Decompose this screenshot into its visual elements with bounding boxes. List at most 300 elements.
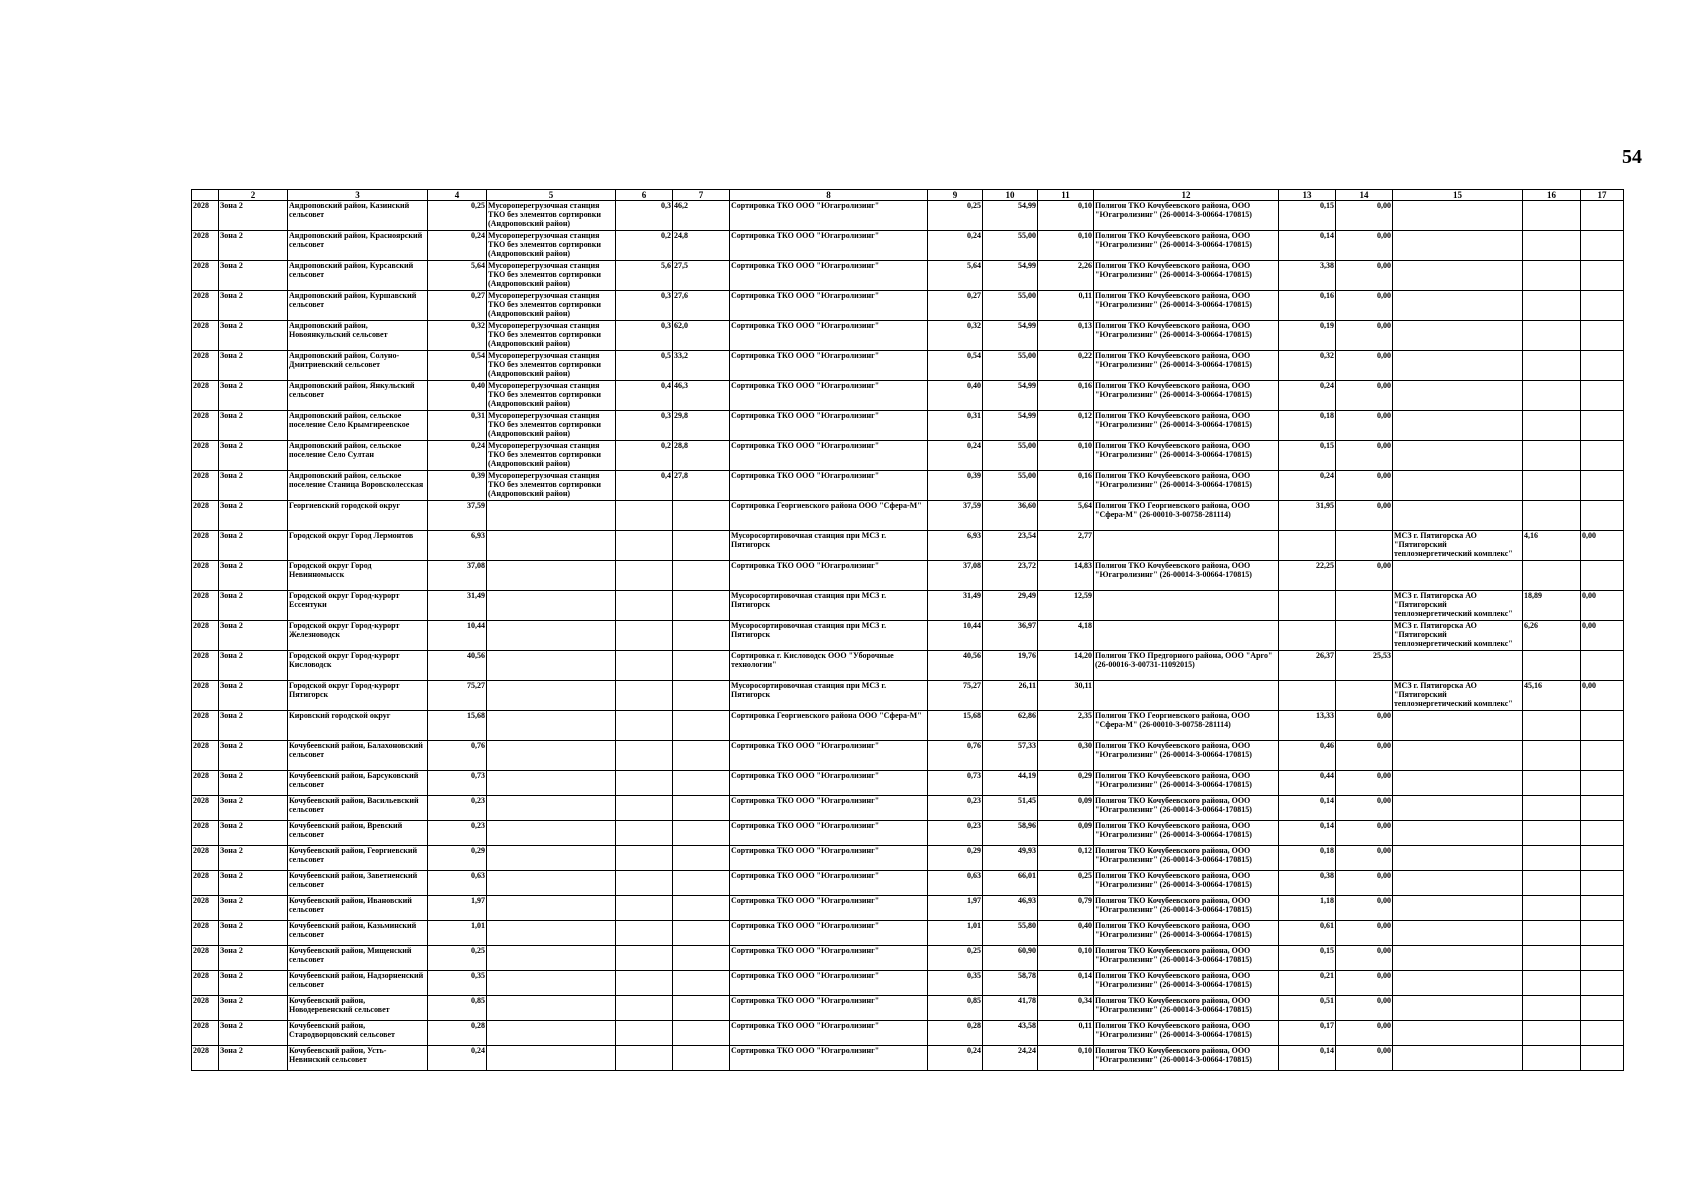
table-cell-col-3: Андроповский район, Солуно-Дмитриевский сельсовет — [288, 351, 428, 381]
table-cell-col-4: 0,54 — [428, 351, 487, 381]
table-cell-col-6 — [616, 846, 673, 871]
table-cell-col-5 — [487, 771, 616, 796]
table-row — [192, 591, 1624, 621]
table-cell-col-5: Мусороперегрузочная станция ТКО без элементов сортировки (Андроповский район) — [487, 381, 616, 411]
table-cell-col-8: Сортировка ТКО ООО "Югагролизинг" — [730, 796, 928, 821]
table-cell-col-1: 2028 — [192, 996, 219, 1021]
table-cell-col-13: 0,15 — [1279, 946, 1336, 971]
table-cell-col-17 — [1581, 291, 1624, 321]
table-cell-col-16 — [1523, 871, 1581, 896]
table-cell-col-7 — [673, 971, 730, 996]
table-cell-col-8: Сортировка ТКО ООО "Югагролизинг" — [730, 896, 928, 921]
table-cell-col-12: Полигон ТКО Кочубеевского района, ООО "Югагролизинг" (26-00014-З-00664-170815) — [1094, 821, 1279, 846]
table-cell-col-9: 0,28 — [928, 1021, 983, 1046]
table-cell-col-1: 2028 — [192, 441, 219, 471]
table-row — [192, 681, 1624, 711]
table-cell-col-4: 40,56 — [428, 651, 487, 681]
table-cell-col-8: Сортировка ТКО ООО "Югагролизинг" — [730, 261, 928, 291]
table-cell-col-6 — [616, 651, 673, 681]
table-cell-col-12: Полигон ТКО Кочубеевского района, ООО "Югагролизинг" (26-00014-З-00664-170815) — [1094, 561, 1279, 591]
table-cell-col-5: Мусороперегрузочная станция ТКО без элементов сортировки (Андроповский район) — [487, 261, 616, 291]
table-cell-col-12: Полигон ТКО Кочубеевского района, ООО "Югагролизинг" (26-00014-З-00664-170815) — [1094, 896, 1279, 921]
table-cell-col-12: Полигон ТКО Кочубеевского района, ООО "Югагролизинг" (26-00014-З-00664-170815) — [1094, 741, 1279, 771]
table-cell-col-13 — [1279, 591, 1336, 621]
table-cell-col-3: Городской округ Город-курорт Кисловодск — [288, 651, 428, 681]
table-cell-col-8: Сортировка ТКО ООО "Югагролизинг" — [730, 381, 928, 411]
column-number-12: 12 — [1094, 190, 1279, 201]
table-cell-col-5: Мусороперегрузочная станция ТКО без элементов сортировки (Андроповский район) — [487, 201, 616, 231]
table-cell-col-14: 0,00 — [1336, 821, 1393, 846]
table-cell-col-11: 0,13 — [1038, 321, 1094, 351]
table-cell-col-15 — [1393, 996, 1523, 1021]
table-row — [192, 771, 1624, 796]
table-cell-col-10: 58,78 — [983, 971, 1038, 996]
table-cell-col-16 — [1523, 796, 1581, 821]
table-cell-col-2: Зона 2 — [219, 946, 288, 971]
table-cell-col-15 — [1393, 871, 1523, 896]
table-cell-col-17 — [1581, 1021, 1624, 1046]
table-row — [192, 231, 1624, 261]
table-cell-col-11: 0,10 — [1038, 201, 1094, 231]
table-cell-col-14: 0,00 — [1336, 921, 1393, 946]
table-cell-col-15 — [1393, 921, 1523, 946]
table-cell-col-10: 57,33 — [983, 741, 1038, 771]
table-cell-col-1: 2028 — [192, 871, 219, 896]
table-cell-col-7 — [673, 1021, 730, 1046]
table-cell-col-6: 0,3 — [616, 201, 673, 231]
column-number-11: 11 — [1038, 190, 1094, 201]
data-table — [191, 189, 1624, 1071]
table-cell-col-2: Зона 2 — [219, 441, 288, 471]
table-cell-col-15 — [1393, 821, 1523, 846]
table-row — [192, 871, 1624, 896]
table-cell-col-8: Сортировка ТКО ООО "Югагролизинг" — [730, 946, 928, 971]
table-cell-col-2: Зона 2 — [219, 381, 288, 411]
table-cell-col-14: 0,00 — [1336, 411, 1393, 441]
table-cell-col-4: 5,64 — [428, 261, 487, 291]
table-cell-col-14: 0,00 — [1336, 796, 1393, 821]
table-cell-col-16 — [1523, 771, 1581, 796]
table-cell-col-17 — [1581, 651, 1624, 681]
table-cell-col-1: 2028 — [192, 621, 219, 651]
table-cell-col-1: 2028 — [192, 591, 219, 621]
table-cell-col-4: 0,23 — [428, 821, 487, 846]
table-cell-col-15: МСЗ г. Пятигорска АО "Пятигорский теплоэнергетический комплекс" — [1393, 621, 1523, 651]
table-cell-col-3: Городской округ Город Лермонтов — [288, 531, 428, 561]
table-cell-col-12: Полигон ТКО Кочубеевского района, ООО "Югагролизинг" (26-00014-З-00664-170815) — [1094, 231, 1279, 261]
table-cell-col-10: 26,11 — [983, 681, 1038, 711]
table-cell-col-2: Зона 2 — [219, 351, 288, 381]
column-number-16: 16 — [1523, 190, 1581, 201]
table-cell-col-8: Сортировка Георгиевского района ООО "Сфера-М" — [730, 501, 928, 531]
table-cell-col-8: Сортировка ТКО ООО "Югагролизинг" — [730, 741, 928, 771]
table-cell-col-7 — [673, 621, 730, 651]
table-cell-col-2: Зона 2 — [219, 471, 288, 501]
table-cell-col-9: 0,39 — [928, 471, 983, 501]
table-row — [192, 741, 1624, 771]
table-cell-col-16: 6,26 — [1523, 621, 1581, 651]
column-number-2: 2 — [219, 190, 288, 201]
table-cell-col-6 — [616, 1021, 673, 1046]
table-cell-col-5 — [487, 796, 616, 821]
table-cell-col-2: Зона 2 — [219, 411, 288, 441]
column-number-17: 17 — [1581, 190, 1624, 201]
table-cell-col-16 — [1523, 741, 1581, 771]
table-cell-col-9: 31,49 — [928, 591, 983, 621]
table-cell-col-2: Зона 2 — [219, 291, 288, 321]
table-cell-col-17: 0,00 — [1581, 621, 1624, 651]
table-cell-col-8: Мусоросортировочная станция при МСЗ г. Пятигорск — [730, 591, 928, 621]
table-cell-col-6: 0,5 — [616, 351, 673, 381]
table-cell-col-16 — [1523, 846, 1581, 871]
table-cell-col-14: 0,00 — [1336, 201, 1393, 231]
table-cell-col-6: 0,3 — [616, 411, 673, 441]
table-cell-col-6: 0,4 — [616, 381, 673, 411]
table-cell-col-12: Полигон ТКО Кочубеевского района, ООО "Югагролизинг" (26-00014-З-00664-170815) — [1094, 471, 1279, 501]
table-cell-col-9: 40,56 — [928, 651, 983, 681]
table-cell-col-1: 2028 — [192, 501, 219, 531]
table-cell-col-10: 66,01 — [983, 871, 1038, 896]
table-cell-col-17 — [1581, 321, 1624, 351]
table-cell-col-10: 55,00 — [983, 471, 1038, 501]
table-cell-col-12 — [1094, 621, 1279, 651]
table-cell-col-15: МСЗ г. Пятигорска АО "Пятигорский теплоэнергетический комплекс" — [1393, 681, 1523, 711]
table-cell-col-11: 0,11 — [1038, 1021, 1094, 1046]
table-row — [192, 411, 1624, 441]
table-cell-col-8: Сортировка г. Кисловодск ООО "Уборочные технологии" — [730, 651, 928, 681]
table-cell-col-11: 0,16 — [1038, 471, 1094, 501]
table-cell-col-6: 0,2 — [616, 441, 673, 471]
table-cell-col-12: Полигон ТКО Георгиевского района, ООО "Сфера-М" (26-00010-З-00758-281114) — [1094, 501, 1279, 531]
table-cell-col-12 — [1094, 591, 1279, 621]
table-cell-col-15 — [1393, 381, 1523, 411]
table-cell-col-7 — [673, 821, 730, 846]
table-cell-col-3: Андроповский район, Казинский сельсовет — [288, 201, 428, 231]
table-cell-col-5 — [487, 711, 616, 741]
table-cell-col-12: Полигон ТКО Кочубеевского района, ООО "Югагролизинг" (26-00014-З-00664-170815) — [1094, 351, 1279, 381]
table-cell-col-9: 1,01 — [928, 921, 983, 946]
table-cell-col-17 — [1581, 846, 1624, 871]
table-cell-col-7 — [673, 871, 730, 896]
table-cell-col-7: 27,5 — [673, 261, 730, 291]
table-cell-col-6 — [616, 871, 673, 896]
table-cell-col-16: 4,16 — [1523, 531, 1581, 561]
table-cell-col-8: Сортировка ТКО ООО "Югагролизинг" — [730, 846, 928, 871]
table-cell-col-16: 45,16 — [1523, 681, 1581, 711]
table-cell-col-2: Зона 2 — [219, 771, 288, 796]
table-cell-col-15 — [1393, 741, 1523, 771]
column-number-row — [192, 190, 1624, 201]
table-cell-col-13: 0,32 — [1279, 351, 1336, 381]
table-cell-col-3: Андроповский район, Красноярский сельсовет — [288, 231, 428, 261]
table-cell-col-17 — [1581, 381, 1624, 411]
table-cell-col-11: 0,12 — [1038, 846, 1094, 871]
column-number-1 — [192, 190, 219, 201]
table-cell-col-6 — [616, 741, 673, 771]
table-cell-col-3: Андроповский район, Курсавский сельсовет — [288, 261, 428, 291]
table-cell-col-3: Городской округ Город-курорт Пятигорск — [288, 681, 428, 711]
table-row — [192, 1046, 1624, 1071]
table-cell-col-12: Полигон ТКО Кочубеевского района, ООО "Югагролизинг" (26-00014-З-00664-170815) — [1094, 411, 1279, 441]
table-cell-col-9: 37,08 — [928, 561, 983, 591]
table-cell-col-6 — [616, 711, 673, 741]
table-cell-col-14: 0,00 — [1336, 291, 1393, 321]
table-cell-col-11: 0,10 — [1038, 441, 1094, 471]
table-cell-col-10: 54,99 — [983, 381, 1038, 411]
table-cell-col-5 — [487, 741, 616, 771]
table-cell-col-17 — [1581, 501, 1624, 531]
table-cell-col-16 — [1523, 261, 1581, 291]
table-row — [192, 561, 1624, 591]
table-cell-col-7 — [673, 946, 730, 971]
table-cell-col-2: Зона 2 — [219, 501, 288, 531]
table-cell-col-2: Зона 2 — [219, 591, 288, 621]
table-cell-col-17 — [1581, 996, 1624, 1021]
table-cell-col-12: Полигон ТКО Кочубеевского района, ООО "Югагролизинг" (26-00014-З-00664-170815) — [1094, 291, 1279, 321]
table-cell-col-16 — [1523, 441, 1581, 471]
table-cell-col-5: Мусороперегрузочная станция ТКО без элементов сортировки (Андроповский район) — [487, 321, 616, 351]
table-cell-col-13: 0,24 — [1279, 381, 1336, 411]
table-cell-col-15 — [1393, 231, 1523, 261]
table-cell-col-1: 2028 — [192, 321, 219, 351]
table-cell-col-6 — [616, 561, 673, 591]
table-cell-col-9: 0,27 — [928, 291, 983, 321]
table-cell-col-8: Сортировка ТКО ООО "Югагролизинг" — [730, 411, 928, 441]
table-cell-col-17 — [1581, 1046, 1624, 1071]
table-cell-col-7: 33,2 — [673, 351, 730, 381]
table-cell-col-14 — [1336, 591, 1393, 621]
table-cell-col-3: Городской округ Город Невинномысск — [288, 561, 428, 591]
table-cell-col-6: 0,3 — [616, 321, 673, 351]
table-cell-col-13 — [1279, 531, 1336, 561]
table-cell-col-13: 0,18 — [1279, 411, 1336, 441]
table-cell-col-8: Сортировка ТКО ООО "Югагролизинг" — [730, 771, 928, 796]
table-cell-col-14: 0,00 — [1336, 1046, 1393, 1071]
table-row — [192, 996, 1624, 1021]
table-cell-col-4: 0,85 — [428, 996, 487, 1021]
table-cell-col-3: Кочубеевский район, Новодеревенский сельсовет — [288, 996, 428, 1021]
table-row — [192, 261, 1624, 291]
table-cell-col-17 — [1581, 561, 1624, 591]
table-cell-col-8: Сортировка ТКО ООО "Югагролизинг" — [730, 561, 928, 591]
table-cell-col-8: Сортировка ТКО ООО "Югагролизинг" — [730, 996, 928, 1021]
table-cell-col-6 — [616, 591, 673, 621]
table-cell-col-16 — [1523, 711, 1581, 741]
table-cell-col-10: 55,00 — [983, 351, 1038, 381]
table-cell-col-8: Мусоросортировочная станция при МСЗ г. Пятигорск — [730, 621, 928, 651]
table-cell-col-11: 4,18 — [1038, 621, 1094, 651]
table-cell-col-3: Городской округ Город-курорт Ессентуки — [288, 591, 428, 621]
table-cell-col-11: 0,25 — [1038, 871, 1094, 896]
table-cell-col-16 — [1523, 996, 1581, 1021]
table-cell-col-4: 1,97 — [428, 896, 487, 921]
table-cell-col-6 — [616, 946, 673, 971]
table-cell-col-6: 0,4 — [616, 471, 673, 501]
table-cell-col-15 — [1393, 896, 1523, 921]
table-cell-col-8: Сортировка ТКО ООО "Югагролизинг" — [730, 921, 928, 946]
table-cell-col-16 — [1523, 651, 1581, 681]
table-cell-col-13 — [1279, 681, 1336, 711]
table-cell-col-10: 55,00 — [983, 441, 1038, 471]
table-cell-col-16 — [1523, 1046, 1581, 1071]
column-number-14: 14 — [1336, 190, 1393, 201]
table-cell-col-8: Сортировка ТКО ООО "Югагролизинг" — [730, 201, 928, 231]
table-cell-col-12: Полигон ТКО Кочубеевского района, ООО "Югагролизинг" (26-00014-З-00664-170815) — [1094, 971, 1279, 996]
table-cell-col-12: Полигон ТКО Кочубеевского района, ООО "Югагролизинг" (26-00014-З-00664-170815) — [1094, 1046, 1279, 1071]
table-cell-col-15 — [1393, 651, 1523, 681]
table-cell-col-5 — [487, 1021, 616, 1046]
table-cell-col-11: 0,09 — [1038, 796, 1094, 821]
table-cell-col-2: Зона 2 — [219, 1021, 288, 1046]
table-cell-col-16 — [1523, 896, 1581, 921]
table-cell-col-4: 0,76 — [428, 741, 487, 771]
table-cell-col-9: 0,63 — [928, 871, 983, 896]
table-cell-col-12: Полигон ТКО Кочубеевского района, ООО "Югагролизинг" (26-00014-З-00664-170815) — [1094, 796, 1279, 821]
table-cell-col-16 — [1523, 971, 1581, 996]
table-cell-col-2: Зона 2 — [219, 561, 288, 591]
table-cell-col-4: 0,40 — [428, 381, 487, 411]
table-cell-col-15 — [1393, 441, 1523, 471]
table-cell-col-2: Зона 2 — [219, 231, 288, 261]
table-cell-col-6: 0,3 — [616, 291, 673, 321]
table-cell-col-10: 60,90 — [983, 946, 1038, 971]
table-cell-col-9: 0,32 — [928, 321, 983, 351]
table-cell-col-9: 0,24 — [928, 1046, 983, 1071]
table-cell-col-10: 43,58 — [983, 1021, 1038, 1046]
table-cell-col-4: 0,27 — [428, 291, 487, 321]
table-cell-col-8: Сортировка ТКО ООО "Югагролизинг" — [730, 1021, 928, 1046]
table-cell-col-12 — [1094, 681, 1279, 711]
table-cell-col-1: 2028 — [192, 821, 219, 846]
column-number-9: 9 — [928, 190, 983, 201]
table-cell-col-4: 0,24 — [428, 441, 487, 471]
table-cell-col-2: Зона 2 — [219, 996, 288, 1021]
table-cell-col-8: Мусоросортировочная станция при МСЗ г. Пятигорск — [730, 531, 928, 561]
table-cell-col-17 — [1581, 871, 1624, 896]
table-cell-col-9: 10,44 — [928, 621, 983, 651]
table-cell-col-4: 0,28 — [428, 1021, 487, 1046]
table-cell-col-7: 62,0 — [673, 321, 730, 351]
table-cell-col-13: 0,38 — [1279, 871, 1336, 896]
table-cell-col-14: 25,53 — [1336, 651, 1393, 681]
table-cell-col-1: 2028 — [192, 771, 219, 796]
table-cell-col-2: Зона 2 — [219, 681, 288, 711]
table-cell-col-15 — [1393, 796, 1523, 821]
table-cell-col-12 — [1094, 531, 1279, 561]
table-cell-col-14: 0,00 — [1336, 741, 1393, 771]
table-cell-col-9: 0,73 — [928, 771, 983, 796]
table-cell-col-7 — [673, 711, 730, 741]
table-cell-col-15: МСЗ г. Пятигорска АО "Пятигорский теплоэнергетический комплекс" — [1393, 531, 1523, 561]
table-cell-col-3: Городской округ Город-курорт Железноводск — [288, 621, 428, 651]
column-number-8: 8 — [730, 190, 928, 201]
table-cell-col-6 — [616, 971, 673, 996]
table-cell-col-15 — [1393, 711, 1523, 741]
table-cell-col-10: 23,54 — [983, 531, 1038, 561]
table-cell-col-11: 5,64 — [1038, 501, 1094, 531]
table-cell-col-7: 24,8 — [673, 231, 730, 261]
table-cell-col-16 — [1523, 351, 1581, 381]
table-cell-col-4: 37,08 — [428, 561, 487, 591]
table-cell-col-7 — [673, 896, 730, 921]
column-number-4: 4 — [428, 190, 487, 201]
table-cell-col-15 — [1393, 261, 1523, 291]
table-cell-col-14: 0,00 — [1336, 971, 1393, 996]
table-cell-col-14: 0,00 — [1336, 946, 1393, 971]
table-cell-col-14: 0,00 — [1336, 996, 1393, 1021]
table-cell-col-2: Зона 2 — [219, 741, 288, 771]
table-cell-col-16 — [1523, 471, 1581, 501]
table-cell-col-6 — [616, 896, 673, 921]
table-row — [192, 381, 1624, 411]
column-number-13: 13 — [1279, 190, 1336, 201]
table-cell-col-17 — [1581, 231, 1624, 261]
table-cell-col-7 — [673, 921, 730, 946]
table-cell-col-14: 0,00 — [1336, 1021, 1393, 1046]
table-cell-col-5 — [487, 681, 616, 711]
table-cell-col-12: Полигон ТКО Кочубеевского района, ООО "Югагролизинг" (26-00014-З-00664-170815) — [1094, 846, 1279, 871]
table-cell-col-1: 2028 — [192, 741, 219, 771]
table-cell-col-6 — [616, 621, 673, 651]
table-cell-col-17 — [1581, 921, 1624, 946]
table-cell-col-17 — [1581, 711, 1624, 741]
table-cell-col-1: 2028 — [192, 201, 219, 231]
table-cell-col-4: 0,24 — [428, 231, 487, 261]
table-cell-col-13: 0,19 — [1279, 321, 1336, 351]
table-cell-col-10: 54,99 — [983, 321, 1038, 351]
table-cell-col-16 — [1523, 321, 1581, 351]
table-cell-col-10: 46,93 — [983, 896, 1038, 921]
table-row — [192, 441, 1624, 471]
table-cell-col-5: Мусороперегрузочная станция ТКО без элементов сортировки (Андроповский район) — [487, 411, 616, 441]
table-cell-col-5: Мусороперегрузочная станция ТКО без элементов сортировки (Андроповский район) — [487, 291, 616, 321]
table-cell-col-17 — [1581, 411, 1624, 441]
table-cell-col-16 — [1523, 201, 1581, 231]
table-cell-col-9: 5,64 — [928, 261, 983, 291]
table-cell-col-3: Андроповский район, сельское поселение Станица Воровсколесская — [288, 471, 428, 501]
table-cell-col-11: 14,20 — [1038, 651, 1094, 681]
table-cell-col-12: Полигон ТКО Кочубеевского района, ООО "Югагролизинг" (26-00014-З-00664-170815) — [1094, 441, 1279, 471]
table-cell-col-3: Кочубеевский район, Усть-Невинский сельсовет — [288, 1046, 428, 1071]
table-cell-col-9: 0,35 — [928, 971, 983, 996]
table-cell-col-1: 2028 — [192, 231, 219, 261]
table-cell-col-10: 54,99 — [983, 261, 1038, 291]
table-cell-col-4: 31,49 — [428, 591, 487, 621]
table-cell-col-17: 0,00 — [1581, 591, 1624, 621]
table-cell-col-7 — [673, 681, 730, 711]
table-cell-col-12: Полигон ТКО Кочубеевского района, ООО "Югагролизинг" (26-00014-З-00664-170815) — [1094, 771, 1279, 796]
table-cell-col-5 — [487, 531, 616, 561]
table-cell-col-4: 0,35 — [428, 971, 487, 996]
table-cell-col-11: 0,16 — [1038, 381, 1094, 411]
table-cell-col-12: Полигон ТКО Кочубеевского района, ООО "Югагролизинг" (26-00014-З-00664-170815) — [1094, 921, 1279, 946]
table-cell-col-17 — [1581, 971, 1624, 996]
table-cell-col-1: 2028 — [192, 896, 219, 921]
table-cell-col-2: Зона 2 — [219, 651, 288, 681]
table-cell-col-3: Кочубеевский район, Георгиевский сельсовет — [288, 846, 428, 871]
table-cell-col-6: 0,2 — [616, 231, 673, 261]
table-cell-col-16 — [1523, 381, 1581, 411]
table-cell-col-5: Мусороперегрузочная станция ТКО без элементов сортировки (Андроповский район) — [487, 351, 616, 381]
table-cell-col-2: Зона 2 — [219, 821, 288, 846]
table-cell-col-9: 0,54 — [928, 351, 983, 381]
table-cell-col-11: 0,10 — [1038, 231, 1094, 261]
table-cell-col-12: Полигон ТКО Кочубеевского района, ООО "Югагролизинг" (26-00014-З-00664-170815) — [1094, 1021, 1279, 1046]
table-cell-col-12: Полигон ТКО Кочубеевского района, ООО "Югагролизинг" (26-00014-З-00664-170815) — [1094, 946, 1279, 971]
table-cell-col-7: 27,6 — [673, 291, 730, 321]
table-cell-col-13: 1,18 — [1279, 896, 1336, 921]
table-cell-col-15 — [1393, 846, 1523, 871]
